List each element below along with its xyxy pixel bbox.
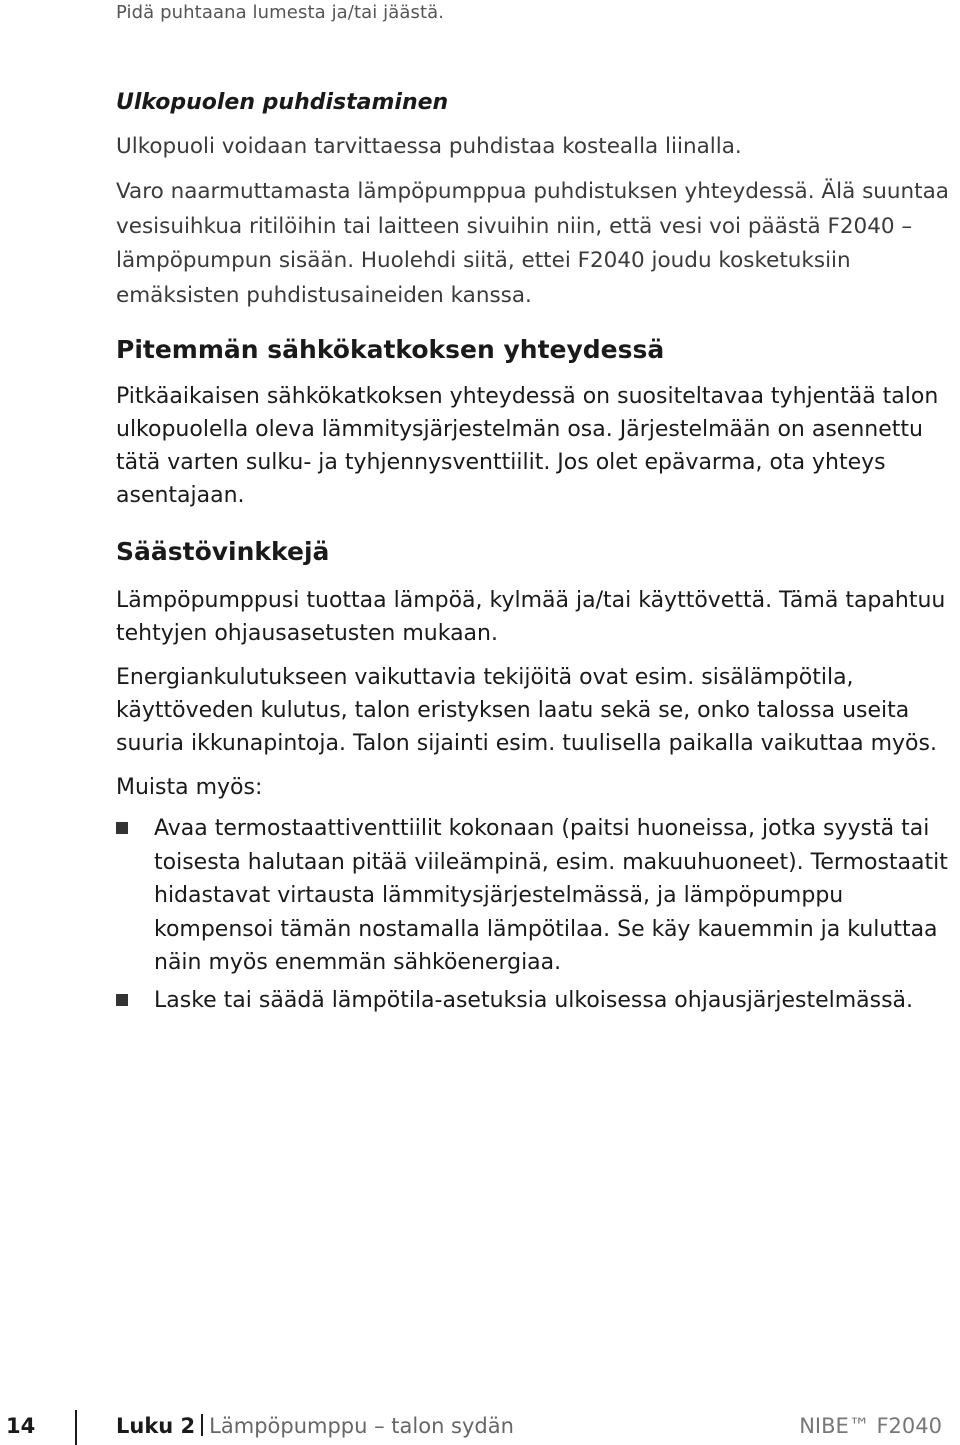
bullet-text: Laske tai säädä lämpötila-asetuksia ulkoisessa ohjausjärjestelmässä. bbox=[154, 987, 914, 1013]
tips-paragraph-2: Energiankulutukseen vaikuttavia tekijöitä ovat esim. sisälämpötila, käyttöveden kulutus, talon eristyksen laatu sekä se, onko talossa useita suuria ikkunapintoja. Talon sijainti esim. tuulisella paikalla vaikuttaa myös. bbox=[116, 665, 937, 756]
cleaning-paragraph-2: Varo naarmuttamasta lämpöpumppua puhdistuksen yhteydessä. Älä suuntaa vesisuihkua ritilöihin tai laitteen sivuihin niin, että vesi voi päästä F2040 –lämpöpumpun sisään. Huolehdi siitä, ettei F2040 joudu kosketuksiin emäksisten puhdistusaineiden kanssa. bbox=[116, 179, 949, 308]
square-bullet-icon bbox=[116, 994, 128, 1006]
page-footer bbox=[0, 1410, 960, 1445]
power-outage-paragraph: Pitkäaikaisen sähkökatkoksen yhteydessä on suositeltavaa tyhjentää talon ulkopuolella oleva lämmitysjärjestelmän osa. Järjestelmään on asennettu tätä varten sulku- ja tyhjennysventtiilit. Jos olet epävarma, ota yhteys asentajaan. bbox=[116, 384, 939, 508]
section-heading-saving-tips: Säästövinkkejä bbox=[116, 537, 330, 566]
brand-product-name: NIBE™ F2040 bbox=[799, 1414, 942, 1438]
cleaning-paragraph-1: Ulkopuoli voidaan tarvittaessa puhdistaa kostealla liinalla. bbox=[116, 134, 742, 159]
page-number: 14 bbox=[6, 1414, 36, 1438]
continued-text: Pidä puhtaana lumesta ja/tai jäästä. bbox=[116, 2, 445, 23]
tips-paragraph-1: Lämpöpumppusi tuottaa lämpöä, kylmää ja/tai käyttövettä. Tämä tapahtuu tehtyjen ohjausasetusten mukaan. bbox=[116, 588, 946, 646]
list-item bbox=[116, 984, 958, 1018]
list-item bbox=[116, 812, 958, 980]
bullet-text: Avaa termostaattiventtiilit kokonaan (paitsi huoneissa, jotka syystä tai toisesta halutaan pitää viileämpinä, esim. makuuhuoneet). Termostaatit hidastavat virtausta lämmitysjärjestelmässä, ja lämpöpumppu kompensoi tämän nostamalla lämpötilaa. Se käy kauemmin ja kuluttaa näin myös enemmän sähköenergiaa. bbox=[154, 816, 948, 975]
footer-divider bbox=[75, 1410, 77, 1445]
section-heading-power-outage: Pitemmän sähkökatkoksen yhteydessä bbox=[116, 335, 665, 364]
chapter-label: Luku 2 bbox=[116, 1414, 196, 1438]
square-bullet-icon bbox=[116, 822, 128, 834]
remember-label: Muista myös: bbox=[116, 775, 263, 800]
footer-chapter bbox=[116, 1414, 514, 1438]
chapter-divider bbox=[201, 1414, 203, 1436]
section-heading-cleaning: Ulkopuolen puhdistaminen bbox=[116, 90, 449, 115]
chapter-title: Lämpöpumppu – talon sydän bbox=[209, 1414, 514, 1438]
tips-bullet-list bbox=[116, 812, 958, 1021]
